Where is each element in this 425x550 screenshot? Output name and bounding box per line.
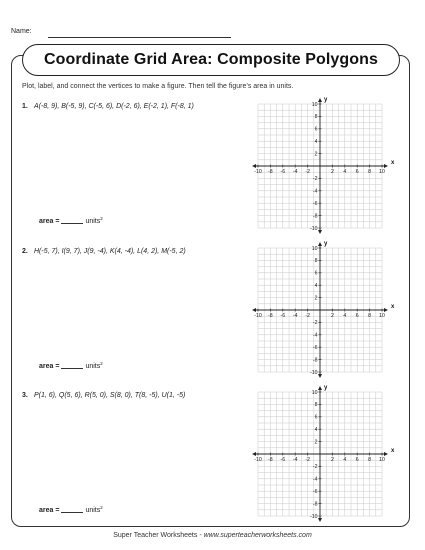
y-tick-label: -6	[312, 345, 318, 351]
y-tick-label: -8	[312, 357, 318, 364]
y-tick-label: -2	[312, 176, 318, 183]
x-tick-label: -6	[280, 313, 286, 319]
name-label: Name:	[11, 28, 32, 35]
y-tick-label: 6	[314, 270, 318, 277]
x-tick-label: 10	[379, 169, 385, 175]
x-tick-label: -2	[305, 313, 310, 319]
x-tick-label: -6	[280, 457, 286, 463]
x-tick-label: -10	[254, 169, 262, 175]
x-axis-arrow-right	[384, 164, 388, 168]
problem-1-vertices: A(-8, 9), B(-5, 9), C(-5, 6), D(-2, 6), E(-2, 1), F(-8, 1)	[34, 103, 194, 110]
problem-3-vertices: P(1, 6), Q(5, 6), R(5, 0), S(8, 0), T(8, -5), U(1, -5)	[34, 392, 186, 399]
problem-1-number: 1.	[22, 103, 28, 110]
y-tick-label: 4	[314, 427, 318, 433]
y-tick-label: 4	[314, 283, 318, 289]
y-tick-label: 6	[314, 126, 318, 133]
coordinate-grid-3[interactable]	[250, 385, 400, 520]
problem-1-area	[39, 216, 103, 225]
y-tick-label: 8	[314, 114, 318, 121]
y-tick-label: 8	[314, 258, 318, 265]
x-tick-label: 4	[343, 457, 347, 463]
x-tick-label: -6	[280, 169, 286, 175]
area-answer-blank[interactable]	[61, 512, 83, 513]
y-axis-letter: y	[324, 97, 328, 103]
x-tick-label: -10	[254, 313, 262, 319]
coordinate-grid-2[interactable]	[250, 241, 400, 376]
x-tick-label: 4	[343, 313, 347, 319]
y-tick-label: 8	[314, 402, 318, 409]
x-tick-label: 2	[330, 457, 334, 463]
instructions-text: Plot, label, and connect the vertices to make a figure. Then tell the figure’s area in units.	[22, 83, 294, 90]
x-tick-label: 10	[379, 457, 385, 463]
y-tick-label: -10	[310, 225, 318, 232]
coordinate-grid-1[interactable]	[250, 97, 400, 232]
area-label: area =	[39, 507, 60, 514]
y-tick-label: 2	[314, 295, 318, 302]
y-tick-label: 2	[314, 439, 318, 446]
y-tick-label: -2	[312, 464, 318, 471]
footer-separator: -	[197, 532, 204, 539]
x-tick-label: -8	[268, 313, 273, 319]
x-tick-label: 2	[330, 313, 334, 319]
x-axis-arrow-left	[252, 164, 256, 168]
y-tick-label: 10	[311, 245, 318, 252]
x-axis-letter: x	[391, 448, 395, 454]
y-tick-label: -4	[312, 188, 318, 195]
x-axis-arrow-right	[384, 308, 388, 312]
y-tick-label: 6	[314, 414, 318, 421]
area-exponent: 2	[100, 216, 103, 221]
y-tick-label: -6	[312, 489, 318, 495]
y-tick-label: -8	[312, 501, 318, 508]
y-tick-label: 4	[314, 139, 318, 145]
x-tick-label: 2	[330, 169, 334, 175]
page-title: Coordinate Grid Area: Composite Polygons	[43, 51, 379, 68]
y-tick-label: -4	[312, 332, 318, 339]
area-label: area =	[39, 363, 60, 370]
y-tick-label: 2	[314, 151, 318, 158]
x-tick-label: 10	[379, 313, 385, 319]
y-tick-label: -4	[312, 476, 318, 483]
x-tick-label: -2	[305, 169, 310, 175]
x-axis-letter: x	[391, 304, 395, 310]
area-units: units	[85, 507, 101, 514]
x-axis-arrow-left	[252, 308, 256, 312]
y-tick-label: -10	[310, 369, 318, 376]
y-tick-label: -2	[312, 320, 318, 327]
y-tick-label: -10	[310, 513, 318, 520]
footer-url[interactable]: www.superteacherworksheets.com	[203, 532, 312, 539]
area-answer-blank[interactable]	[61, 368, 83, 369]
name-input-line[interactable]	[48, 37, 231, 38]
x-tick-label: -8	[268, 457, 273, 463]
area-units: units	[85, 218, 101, 225]
problem-3-number: 3.	[22, 392, 28, 399]
x-tick-label: 6	[355, 169, 359, 175]
area-answer-blank[interactable]	[61, 223, 83, 224]
x-tick-label: 4	[343, 169, 347, 175]
x-tick-label: 6	[355, 457, 359, 463]
problem-3-area	[39, 505, 103, 514]
x-tick-label: -2	[305, 457, 310, 463]
y-axis-letter: y	[324, 385, 328, 391]
area-units: units	[85, 363, 101, 370]
x-tick-label: -8	[268, 169, 273, 175]
title-banner	[22, 44, 400, 76]
x-tick-label: 8	[368, 313, 372, 319]
y-tick-label: 10	[311, 389, 318, 396]
x-axis-arrow-right	[384, 452, 388, 456]
x-tick-label: 8	[368, 169, 372, 175]
footer	[0, 532, 425, 539]
y-tick-label: 10	[311, 101, 318, 108]
area-label: area =	[39, 218, 60, 225]
problem-2-area	[39, 361, 103, 370]
x-axis-letter: x	[391, 160, 395, 166]
x-tick-label: -10	[254, 457, 262, 463]
x-tick-label: 8	[368, 457, 372, 463]
problem-2-vertices: H(-5, 7), I(9, 7), J(9, -4), K(4, -4), L(4, 2), M(-5, 2)	[34, 248, 186, 255]
x-tick-label: -4	[292, 457, 298, 463]
x-tick-label: 6	[355, 313, 359, 319]
footer-site-name: Super Teacher Worksheets	[113, 532, 198, 539]
y-axis-letter: y	[324, 241, 328, 247]
y-tick-label: -8	[312, 213, 318, 220]
x-tick-label: -4	[292, 169, 298, 175]
x-tick-label: -4	[292, 313, 298, 319]
area-exponent: 2	[100, 361, 103, 366]
area-exponent: 2	[100, 505, 103, 510]
y-tick-label: -6	[312, 201, 318, 207]
x-axis-arrow-left	[252, 452, 256, 456]
problem-2-number: 2.	[22, 248, 28, 255]
